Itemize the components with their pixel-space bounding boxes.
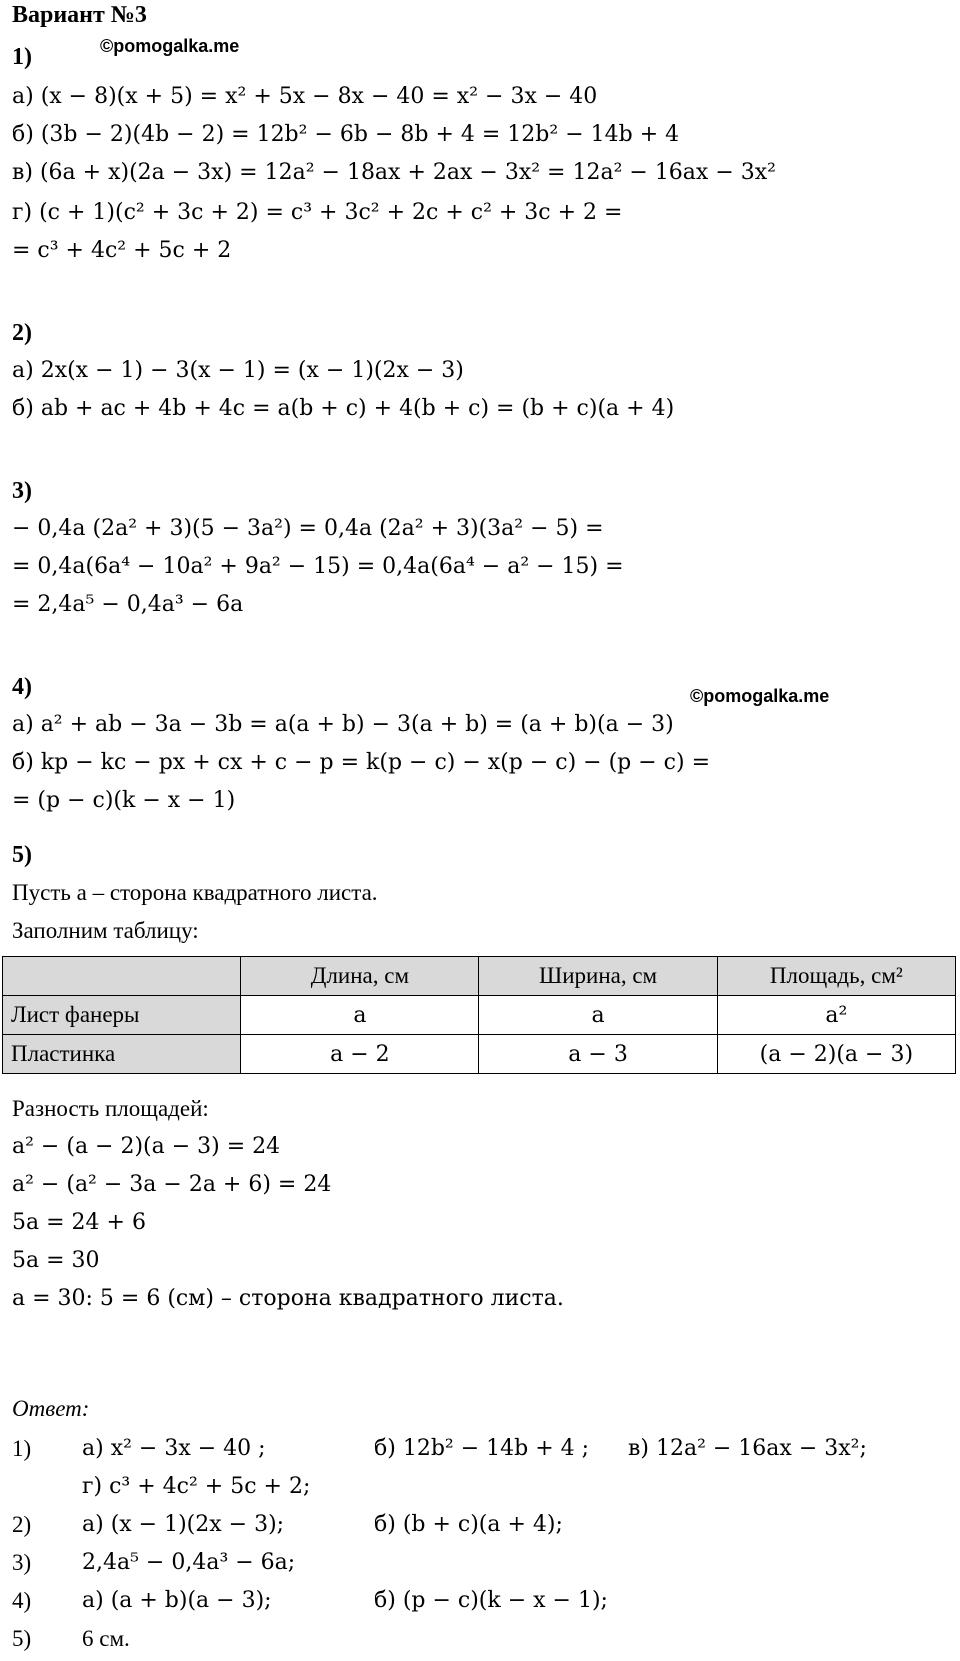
answer-4-b: б) (p − c)(k − x − 1); — [374, 1588, 608, 1613]
s5-intro-2: Заполним таблицу: — [12, 918, 199, 943]
answer-4-number: 4) — [12, 1588, 32, 1613]
s5-intro-1: Пусть a – сторона квадратного листа. — [12, 880, 378, 905]
s2-line-b: б) ab + ac + 4b + 4c = a(b + c) + 4(b + c) = (b + c)(a + 4) — [12, 396, 675, 421]
s2-line-a: а) 2x(x − 1) − 3(x − 1) = (x − 1)(2x − 3) — [12, 358, 464, 383]
s3-line-3: = 2,4a⁵ − 0,4a³ − 6a — [12, 592, 244, 617]
section-2-label: 2) — [12, 320, 32, 346]
table-header-row — [3, 957, 956, 996]
diff-label: Разность площадей: — [12, 1096, 209, 1121]
answer-3-a: 2,4a⁵ − 0,4a³ − 6a; — [82, 1550, 296, 1575]
table-row-label: Лист фанеры — [3, 996, 241, 1035]
s5-eq-5: a = 30: 5 = 6 (см) – сторона квадратного листа. — [12, 1286, 564, 1311]
table-header-cell — [3, 957, 241, 996]
s4-line-b2: = (p − c)(k − x − 1) — [12, 788, 236, 813]
s5-eq-3: 5a = 24 + 6 — [12, 1210, 146, 1235]
s1-line-g1: г) (c + 1)(c² + 3c + 2) = c³ + 3c² + 2c + c² + 3c + 2 = — [12, 200, 623, 225]
table-cell: a — [479, 996, 717, 1035]
table-header-cell: Ширина, см — [479, 957, 717, 996]
table-row — [3, 996, 956, 1035]
s5-eq-2: a² − (a² − 3a − 2a + 6) = 24 — [12, 1172, 332, 1197]
table-header-cell: Площадь, см² — [717, 957, 955, 996]
watermark-top: ©pomogalka.me — [100, 36, 240, 56]
table-header-cell: Длина, см — [241, 957, 479, 996]
answer-1-b: б) 12b² − 14b + 4 ; — [374, 1436, 590, 1461]
answer-5-number: 5) — [12, 1626, 32, 1651]
s3-line-1: − 0,4a (2a² + 3)(5 − 3a²) = 0,4a (2a² + 3)(3a² − 5) = — [12, 516, 604, 541]
watermark-middle: ©pomogalka.me — [690, 686, 830, 706]
s5-eq-1: a² − (a − 2)(a − 3) = 24 — [12, 1134, 281, 1159]
table-row — [3, 1035, 956, 1074]
table-cell: a² — [717, 996, 955, 1035]
s1-line-g2: = c³ + 4c² + 5c + 2 — [12, 238, 232, 263]
answer-1-v: в) 12a² − 16ax − 3x²; — [628, 1436, 867, 1461]
s4-line-a: а) a² + ab − 3a − 3b = a(a + b) − 3(a + b) = (a + b)(a − 3) — [12, 712, 674, 737]
answer-3-number: 3) — [12, 1550, 32, 1575]
answer-4-a: а) (a + b)(a − 3); — [82, 1588, 272, 1613]
section-5-label: 5) — [12, 842, 32, 868]
answer-2-a: а) (x − 1)(2x − 3); — [82, 1512, 285, 1537]
dimensions-table — [2, 956, 956, 1074]
table-row-label: Пластинка — [3, 1035, 241, 1074]
section-3-label: 3) — [12, 478, 32, 504]
section-4-label: 4) — [12, 674, 32, 700]
answer-2-number: 2) — [12, 1512, 32, 1537]
table-cell: a − 2 — [241, 1035, 479, 1074]
table-cell: (a − 2)(a − 3) — [717, 1035, 955, 1074]
answer-1-g: г) c³ + 4c² + 5c + 2; — [82, 1474, 311, 1499]
table-cell: a − 3 — [479, 1035, 717, 1074]
answer-2-b: б) (b + c)(a + 4); — [374, 1512, 563, 1537]
answer-1-number: 1) — [12, 1436, 32, 1461]
s1-line-a: а) (x − 8)(x + 5) = x² + 5x − 8x − 40 = x² − 3x − 40 — [12, 84, 598, 109]
s5-eq-4: 5a = 30 — [12, 1248, 100, 1273]
answer-label: Ответ: — [12, 1396, 90, 1421]
table-cell: a — [241, 996, 479, 1035]
s4-line-b1: б) kp − kc − px + cx + c − p = k(p − c) − x(p − c) − (p − c) = — [12, 750, 711, 775]
s1-line-b: б) (3b − 2)(4b − 2) = 12b² − 6b − 8b + 4 = 12b² − 14b + 4 — [12, 122, 680, 147]
s1-line-v: в) (6a + x)(2a − 3x) = 12a² − 18ax + 2ax − 3x² = 12a² − 16ax − 3x² — [12, 160, 776, 185]
s3-line-2: = 0,4a(6a⁴ − 10a² + 9a² − 15) = 0,4a(6a⁴ − a² − 15) = — [12, 554, 624, 579]
section-1-label: 1) — [12, 44, 32, 70]
answer-5-a: 6 см. — [82, 1626, 130, 1651]
page-title: Вариант №3 — [12, 2, 147, 28]
answer-1-a: а) x² − 3x − 40 ; — [82, 1436, 266, 1461]
